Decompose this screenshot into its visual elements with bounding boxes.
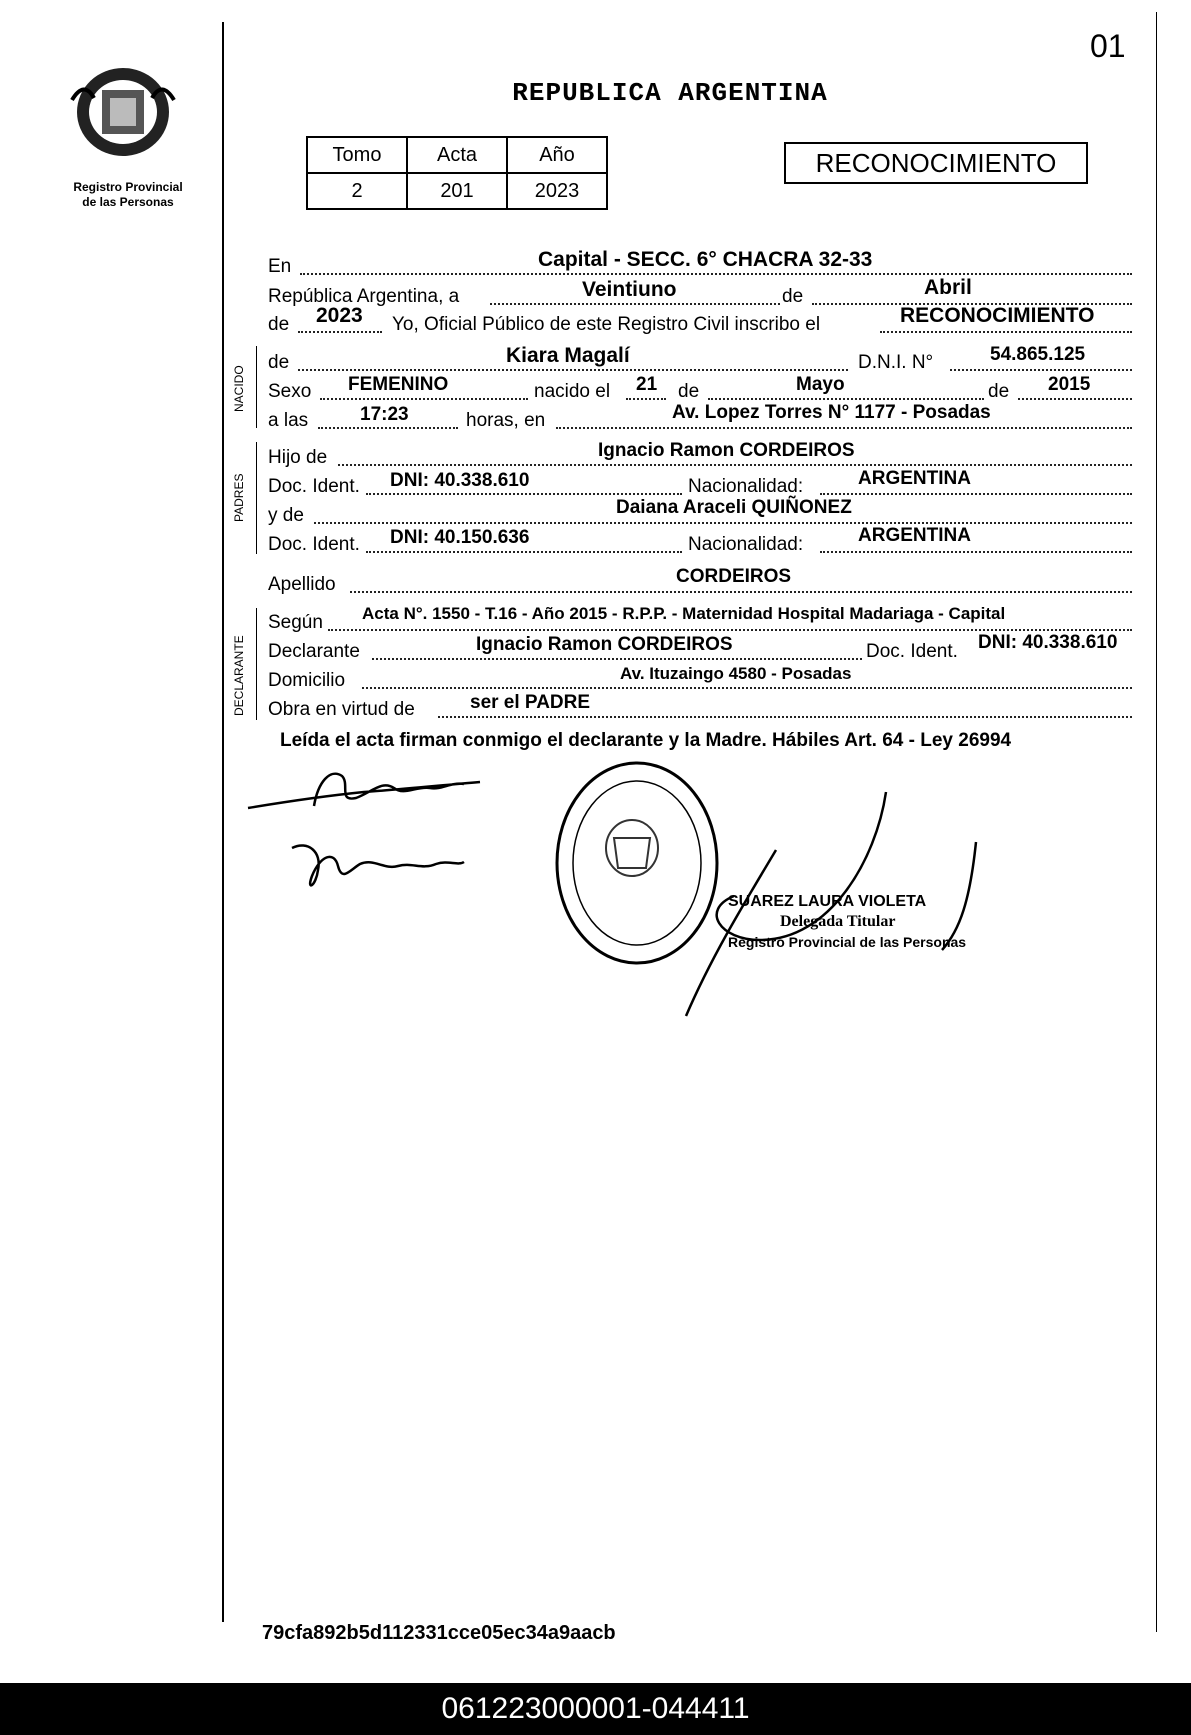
dotted-line [366,492,682,495]
document-hash: 79cfa892b5d112331cce05ec34a9aacb [262,1622,616,1644]
dotted-line [950,368,1132,371]
dotted-line [372,657,862,660]
logo-caption-line1: Registro Provincial [73,180,183,194]
value-nombre: Kiara Magalí [506,344,630,367]
logo-caption-line2: de las Personas [82,195,174,209]
label-segun: Según [268,612,323,633]
dotted-line [438,715,1132,718]
dotted-line [314,521,1132,524]
label-nacido-el: nacido el [534,381,611,402]
label-doc-ident-padre: Doc. Ident. [268,476,360,497]
dotted-line [366,550,682,553]
value-padre: Ignacio Ramon CORDEIROS [598,440,855,461]
side-label-declarante: DECLARANTE [232,635,246,716]
header-anio: Año [507,137,607,173]
value-apellido: CORDEIROS [676,566,792,587]
dotted-line [300,272,1132,275]
label-nacionalidad-padre: Nacionalidad: [688,476,804,497]
label-inscribo: Yo, Oficial Público de este Registro Civil inscribo el [392,314,821,335]
dotted-line [880,330,1132,333]
document-title: REPUBLICA ARGENTINA [512,78,828,108]
value-nac-anio: 2015 [1048,374,1091,395]
signer-name: SUAREZ LAURA VIOLETA [728,893,927,910]
side-label-padres: PADRES [232,473,246,522]
value-madre-nacionalidad: ARGENTINA [858,525,971,546]
dotted-line [820,492,1132,495]
value-declarante: Ignacio Ramon CORDEIROS [476,634,733,655]
value-anio: 2023 [507,173,607,209]
dotted-line [490,302,780,305]
value-dia: Veintiuno [582,278,677,301]
value-acta: 201 [407,173,507,209]
value-tipo: RECONOCIMIENTO [900,304,1095,327]
label-domicilio: Domicilio [268,670,346,691]
dotted-line [320,397,528,400]
label-de-nombre: de [268,352,290,373]
record-type-box: RECONOCIMIENTO [784,142,1088,184]
dotted-line [350,590,1132,593]
label-de-nac-anio: de [988,381,1010,402]
header-tomo: Tomo [307,137,407,173]
dotted-line [708,397,984,400]
left-margin-line [222,22,224,1622]
header-acta: Acta [407,137,507,173]
label-apellido: Apellido [268,574,336,595]
signer-office: Registro Provincial de las Personas [728,934,967,950]
value-declarante-doc: DNI: 40.338.610 [978,632,1118,653]
side-label-nacido: NACIDO [232,365,246,412]
signer-role: Delegada Titular [780,913,896,930]
label-republica: República Argentina, a [268,286,460,307]
label-de-nac-mes: de [678,381,700,402]
logo-caption [58,180,198,210]
registry-table [306,136,608,210]
dotted-line [1018,397,1132,400]
label-dni: D.N.I. N° [858,352,934,373]
dotted-line [298,330,382,333]
section-divider-padres [256,442,257,554]
label-de-mes: de [782,286,804,307]
label-obra-en-virtud: Obra en virtud de [268,699,415,720]
dotted-line [328,628,1132,631]
dotted-line [362,686,1132,689]
label-declarante: Declarante [268,641,360,662]
dotted-line [820,550,1132,553]
signer-block [728,892,966,952]
value-domicilio: Av. Ituzaingo 4580 - Posadas [620,664,852,683]
dotted-line [338,463,1132,466]
value-dni: 54.865.125 [990,344,1086,365]
value-obra-en-virtud: ser el PADRE [470,692,591,713]
value-hora: 17:23 [360,404,409,425]
label-sexo: Sexo [268,381,312,402]
section-divider-declarante [256,608,257,720]
value-padre-nacionalidad: ARGENTINA [858,468,971,489]
value-padre-doc: DNI: 40.338.610 [390,470,530,491]
dotted-line [318,426,458,429]
label-de-anio: de [268,314,290,335]
value-nac-dia: 21 [636,374,658,395]
label-y-de: y de [268,505,304,526]
value-madre: Daiana Araceli QUIÑONEZ [616,497,852,518]
closing-statement: Leída el acta firman conmigo el declarante y la Madre. Hábiles Art. 64 - Ley 26994 [280,730,1012,751]
value-tomo: 2 [307,173,407,209]
label-doc-ident-madre: Doc. Ident. [268,534,360,555]
right-margin-line [1156,12,1157,1632]
value-mes: Abril [924,276,972,299]
value-sexo: FEMENINO [348,374,449,395]
dotted-line [556,426,1132,429]
dotted-line [626,397,666,400]
declarant-signature [244,762,484,822]
value-nac-mes: Mayo [796,374,845,395]
label-a-las: a las [268,410,309,431]
label-doc-ident-declarante: Doc. Ident. [866,641,958,662]
label-en: En [268,256,292,277]
registry-coat-of-arms-logo [64,60,182,160]
value-madre-doc: DNI: 40.150.636 [390,527,530,548]
label-hijo-de: Hijo de [268,447,328,468]
footer-code: 061223000001-044411 [441,1692,750,1725]
value-anio: 2023 [316,304,363,327]
label-nacionalidad-madre: Nacionalidad: [688,534,804,555]
mother-signature [288,830,468,900]
value-lugar: Capital - SECC. 6° CHACRA 32-33 [538,248,873,271]
section-divider-nacido [256,346,257,428]
dotted-line [298,368,848,371]
value-segun: Acta N°. 1550 - T.16 - Año 2015 - R.P.P. - Maternidad Hospital Madariaga - Capital [362,604,1006,623]
value-lugar-nacimiento: Av. Lopez Torres N° 1177 - Posadas [672,402,991,423]
page-number: 01 [1090,28,1126,64]
label-horas-en: horas, en [466,410,546,431]
